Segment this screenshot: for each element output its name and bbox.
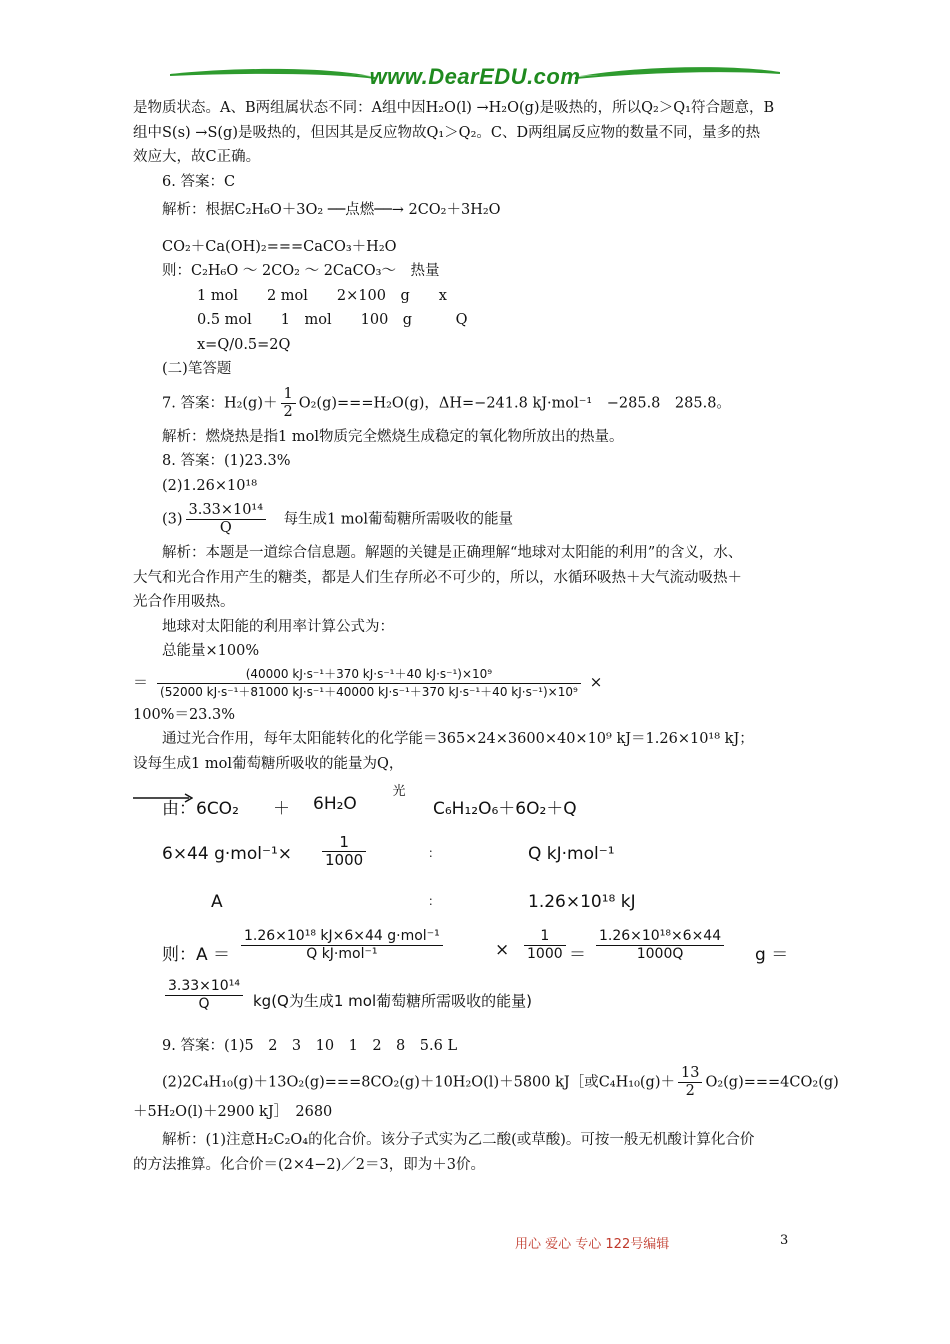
equation-row <box>133 834 823 882</box>
text-line: 通过光合作用，每年太阳能转化的化学能＝365×24×3600×40×10⁹ kJ＝1.26×10¹⁸ kJ； <box>162 731 754 747</box>
numerator: 13 <box>678 1065 702 1083</box>
times-sign: × <box>495 940 510 960</box>
fraction <box>524 928 566 963</box>
footer-note: 用心 爱心 专心 122号编辑 <box>515 1237 670 1252</box>
fraction <box>186 502 267 537</box>
denominator: 1000Q <box>636 946 684 962</box>
text-span: O₂(g)===4CO₂(g) <box>705 1074 839 1090</box>
text-line: 100%＝23.3% <box>133 706 236 723</box>
page-number: 3 <box>780 1233 789 1248</box>
text-line: 组中S(s) →S(g)是吸热的，但因其是反应物故Q₁＞Q₂。C、D两组属反应物的数量不同，量多的热 <box>133 124 761 141</box>
equation-row <box>133 784 823 834</box>
answer-9-2 <box>133 1064 839 1100</box>
eq-term: 1.26×10¹⁸ kJ <box>528 892 636 912</box>
fraction <box>678 1065 702 1100</box>
text-line: 的方法推算。化合价＝(2×4−2)／2＝3，即为＋3价。 <box>133 1156 485 1173</box>
analysis-6: 解析：根据C₂H₆O＋3O₂ ──点燃──→ 2CO₂＋3H₂O <box>162 202 501 218</box>
equation-row <box>133 978 823 1028</box>
text-span: (3) <box>162 511 183 528</box>
fraction <box>281 386 296 421</box>
ratio-line: x=Q/0.5=2Q <box>197 336 291 353</box>
denominator: Q kJ·mol⁻¹ <box>306 946 378 962</box>
equals-sign: ＝ <box>569 945 586 965</box>
answer-8-2: (2)1.26×10¹⁸ <box>162 477 258 494</box>
answer-6: 6. 答案：C <box>162 173 236 190</box>
eq-term: ＋ <box>273 799 290 819</box>
photosynthesis-equation-block <box>133 784 823 1028</box>
equation-row <box>133 882 823 928</box>
text-line: ＋5H₂O(l)＋2900 kJ］ 2680 <box>133 1103 333 1120</box>
ratio-line: 则：C₂H₆O ～ 2CO₂ ～ 2CaCO₃～ 热量 <box>162 263 440 279</box>
text-span: (2)2C₄H₁₀(g)＋13O₂(g)===8CO₂(g)＋10H₂O(l)＋5800 kJ［或C₄H₁₀(g)＋ <box>162 1074 675 1090</box>
denominator: 2 <box>685 1082 695 1099</box>
text-line: 设每生成1 mol葡萄糖所吸收的能量为Q， <box>133 755 404 772</box>
fraction <box>165 978 243 1013</box>
page-header <box>170 62 780 92</box>
denominator: 2 <box>283 403 293 420</box>
times-sign: × <box>589 672 603 691</box>
eq-term: A <box>211 892 223 912</box>
eq-term: C₆H₁₂O₆＋6O₂＋Q <box>433 799 577 819</box>
text-line: 地球对太阳能的利用率计算公式为： <box>162 618 394 635</box>
eq-term: 6×44 g·mol⁻¹× <box>162 844 293 864</box>
equation-row <box>133 928 823 978</box>
answer-8-3 <box>133 502 823 537</box>
denominator: Q <box>219 520 232 536</box>
answer-8: 8. 答案：(1)23.3% <box>162 453 291 469</box>
text-span: O₂(g)===H₂O(g)，ΔH=−241.8 kJ·mol⁻¹ −285.8 285.8。 <box>298 395 731 411</box>
analysis-7: 解析：燃烧热是指1 mol物质完全燃烧生成稳定的氧化物所放出的热量。 <box>162 428 624 445</box>
utilization-formula <box>133 666 823 701</box>
eq-term: 则：A ＝ <box>162 945 231 965</box>
fraction <box>241 928 443 963</box>
fraction <box>596 928 724 963</box>
fraction <box>157 666 581 701</box>
text-span: 每生成1 mol葡萄糖所需吸收的能量 <box>283 511 514 528</box>
arrow-label: 光 <box>392 784 406 799</box>
text-span: 7. 答案：H₂(g)＋ <box>162 395 278 411</box>
page-content <box>133 96 839 1177</box>
numerator: 3.33×10¹⁴ <box>165 978 243 996</box>
analysis-8: 解析：本题是一道综合信息题。解题的关键是正确理解“地球对太阳能的利用”的含义，水、 <box>162 545 743 561</box>
colon: ： <box>428 846 441 860</box>
answer-9: 9. 答案：(1)5 2 3 10 1 2 8 5.6 L <box>162 1038 458 1054</box>
text-line: 大气和光合作用产生的糖类，都是人们生存所必不可少的，所以，水循环吸热＋大气流动吸热＋ <box>133 569 742 586</box>
text-line: 效应大，故C正确。 <box>133 149 261 165</box>
ratio-line: 1 mol 2 mol 2×100 g x <box>197 287 447 304</box>
analysis-9: 解析：(1)注意H₂C₂O₄的化合价。该分子式实为乙二酸(或草酸)。可按一般无机酸计算化合价 <box>162 1132 755 1148</box>
reaction-line: CO₂＋Ca(OH)₂===CaCO₃＋H₂O <box>162 238 397 255</box>
numerator: 1 <box>524 928 566 946</box>
eq-term: Q kJ·mol⁻¹ <box>528 844 615 864</box>
text-line: 光合作用吸热。 <box>133 594 235 610</box>
denominator: (52000 kJ·s⁻¹＋81000 kJ·s⁻¹＋40000 kJ·s⁻¹＋370 kJ·s⁻¹＋40 kJ·s⁻¹)×10⁹ <box>160 684 578 699</box>
eq-term: g ＝ <box>755 945 789 965</box>
denominator: 1000 <box>325 851 364 869</box>
colon: ： <box>428 894 441 908</box>
text-line: 是物质状态。A、B两组属状态不同：A组中因H₂O(l) →H₂O(g)是吸热的，所以Q₂＞Q₁符合题意，B <box>133 100 775 116</box>
eq-term: kg(Q为生成1 mol葡萄糖所需吸收的能量) <box>253 992 532 1010</box>
section-heading: (二)笔答题 <box>162 361 232 377</box>
denominator: 1000 <box>527 946 563 962</box>
numerator: (40000 kJ·s⁻¹＋370 kJ·s⁻¹＋40 kJ·s⁻¹)×10⁹ <box>157 666 581 684</box>
eq-term: 6H₂O <box>313 794 357 814</box>
eq-term: 由：6CO₂ <box>162 799 239 819</box>
site-logo-text[interactable]: www.DearEDU.com <box>369 64 581 89</box>
numerator: 1 <box>281 386 296 404</box>
fraction <box>322 834 366 869</box>
ratio-line: 0.5 mol 1 mol 100 g Q <box>197 312 468 328</box>
numerator: 1 <box>322 834 366 852</box>
numerator: 1.26×10¹⁸ kJ×6×44 g·mol⁻¹ <box>241 928 443 946</box>
denominator: Q <box>198 996 210 1012</box>
numerator: 1.26×10¹⁸×6×44 <box>596 928 724 946</box>
answer-7 <box>133 386 823 421</box>
numerator: 3.33×10¹⁴ <box>186 502 267 520</box>
equals-sign: ＝ <box>133 672 149 691</box>
text-line: 总能量×100% <box>162 643 260 659</box>
